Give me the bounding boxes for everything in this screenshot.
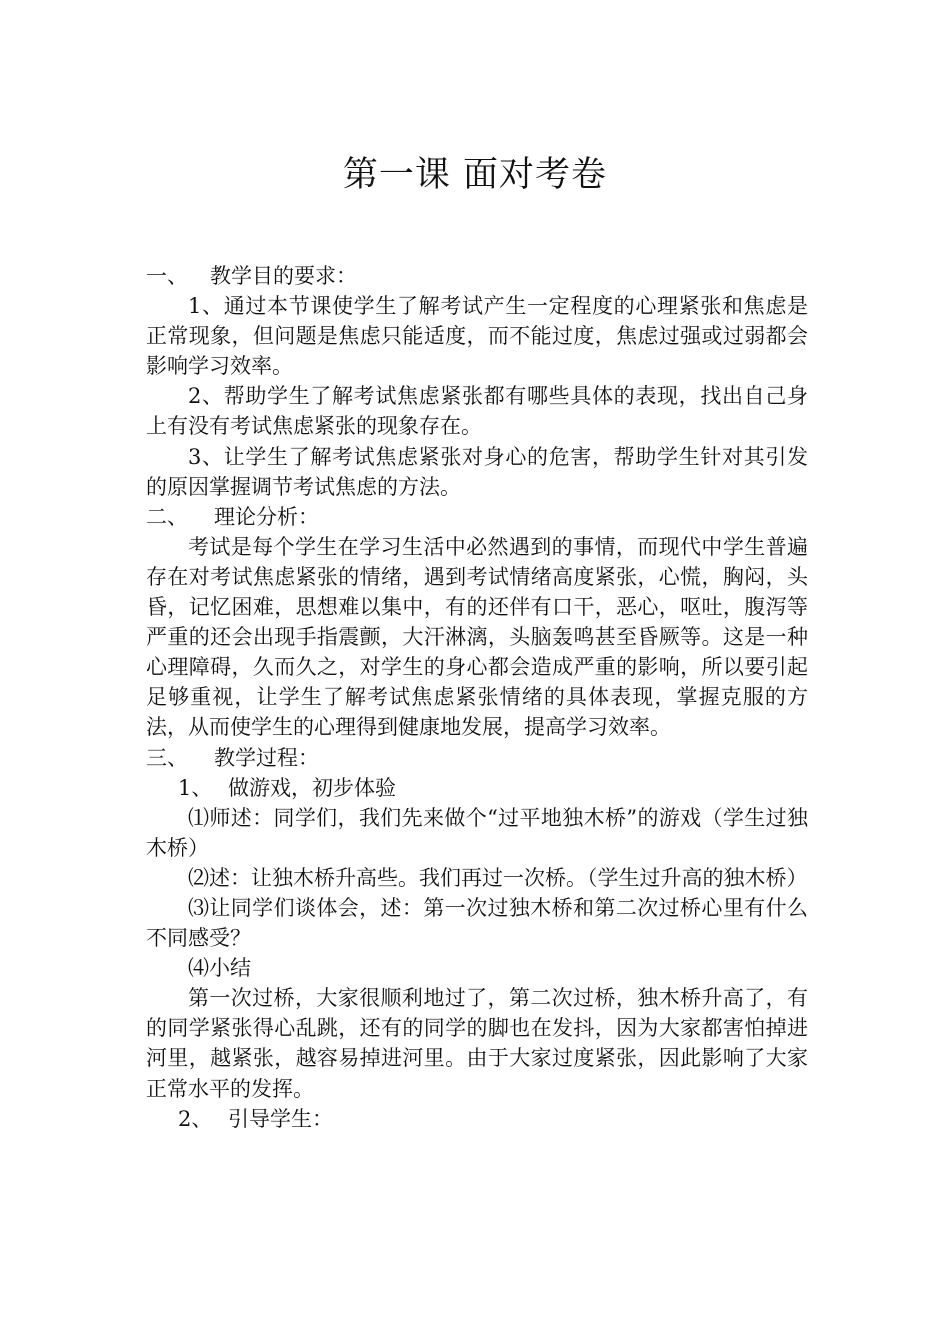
objective-item-2: 2、帮助学生了解考试焦虑紧张都有哪些具体的表现，找出自己身上有没有考试焦虑紧张的现象存在。 <box>146 384 808 439</box>
section-heading-objectives <box>146 261 808 291</box>
subsection-number: 2、 <box>178 1106 213 1131</box>
document-body <box>146 261 808 1134</box>
subsection-number: 1、 <box>178 775 213 800</box>
game-step-1: ⑴师述：同学们，我们先来做个“过平地独木桥”的游戏（学生过独木桥） <box>146 805 808 860</box>
section-heading-analysis <box>146 502 808 532</box>
game-step-4: ⑷小结 <box>188 956 251 981</box>
analysis-paragraph: 考试是每个学生在学习生活中必然遇到的事情，而现代中学生普遍存在对考试焦虑紧张的情绪，遇到考试情绪高度紧张，心慌，胸闷，头昏，记忆困难，思想难以集中，有的还伴有口干，恶心，呕吐，腹泻等严重的还会出现手指震颤，大汗淋漓，头脑轰鸣甚至昏厥等。这是一种心理障碍，久而久之，对学生的身心都会造成严重的影响，所以要引起足够重视，让学生了解考试焦虑紧张情绪的具体表现，掌握克服的方法，从而使学生的心理得到健康地发展，提高学习效率。 <box>146 534 808 740</box>
section-number: 二、 <box>146 504 188 529</box>
page-title: 第一课 面对考卷 <box>342 155 608 195</box>
section-heading-text: 教学目的要求： <box>210 264 357 288</box>
objective-item-3: 3、让学生了解考试焦虑紧张对身心的危害，帮助学生针对其引发的原因掌握调节考试焦虑的方法。 <box>146 444 808 499</box>
section-number: 一、 <box>146 264 188 288</box>
game-step-3: ⑶让同学们谈体会，述：第一次过独木桥和第二次过桥心里有什么不同感受？ <box>146 895 808 951</box>
game-step-2: ⑵述：让独木桥升高些。我们再过一次桥。（学生过升高的独木桥） <box>188 865 808 890</box>
section-heading-text: 教学过程： <box>214 745 319 770</box>
section-number: 三、 <box>146 745 188 770</box>
section-heading-text: 理论分析： <box>214 504 319 529</box>
section-heading-process <box>146 743 808 773</box>
subsection-heading-guide <box>146 1104 808 1134</box>
objective-item-1: 1、通过本节课使学生了解考试产生一定程度的心理紧张和焦虑是正常现象，但问题是焦虑只能适度，而不能过度，焦虑过强或过弱都会影响学习效率。 <box>146 294 808 379</box>
game-summary-paragraph: 第一次过桥，大家很顺利地过了，第二次过桥，独木桥升高了，有的同学紧张得心乱跳，还有的同学的脚也在发抖，因为大家都害怕掉进河里，越紧张，越容易掉进河里。由于大家过度紧张，因此影响了大家正常水平的发挥。 <box>146 986 808 1101</box>
subsection-heading-text: 做游戏，初步体验 <box>228 775 396 800</box>
subsection-heading-game <box>146 773 808 803</box>
subsection-heading-text: 引导学生： <box>228 1106 333 1131</box>
